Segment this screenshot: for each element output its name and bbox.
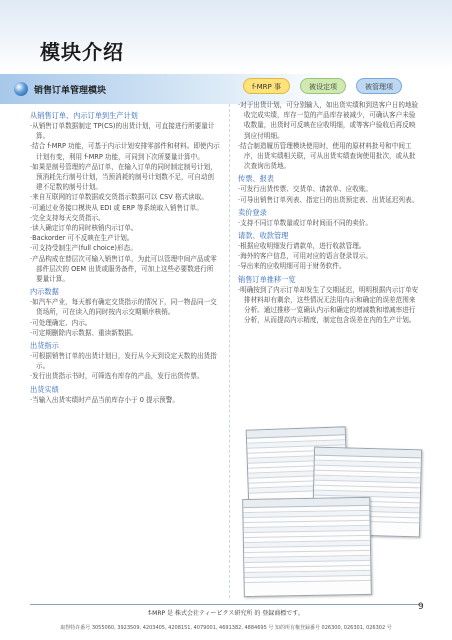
- list-item: ·结合 f-MRP 功能，可基于内示计划安排零部件和材料。即使内示计划有变，利用 f-MRP 功能，可同到下次所要量计算中。: [30, 142, 220, 161]
- section-heading: 内示数据: [30, 287, 59, 297]
- list-item: ·对于出货计划，可分别输入，如出货实绩和到迭客户日的地验收完成实绩，库存一览的产品库存被减少，可确认客户未验收数量，出货时可反映在应收明细，或等客户验收后再反映到应付明细。: [238, 101, 419, 140]
- section-heading: 销售订单推移一览: [238, 274, 296, 284]
- list-item: ·可根据销售订单的出货计划日，发行从今天到设定天数的出货指示。: [30, 352, 217, 371]
- list-item: ·根据应收明细发行请款单，进行收款管理。: [238, 242, 366, 251]
- list-item: ·Backorder 可不反映在生产计划。: [30, 234, 134, 243]
- section-heading: 传票、报表: [238, 174, 274, 184]
- bullet-icon: [14, 82, 28, 96]
- footer: [0, 604, 452, 640]
- left-column: [30, 108, 220, 405]
- list-item: ·支持不同订单数量或订单时间而不同的卖价。: [238, 218, 372, 227]
- list-item: ·可定期删除内示数据、重读新数据。: [30, 328, 138, 337]
- section-heading: 卖价登录: [238, 207, 267, 217]
- list-item: ·当输入出货实绩时产品当前库存小于 0 提示预警。: [30, 395, 179, 404]
- list-item: ·来自互联网的订单数据或交货指示数据可以 CSV 格式读取。: [30, 193, 208, 202]
- form-screenshots: [243, 428, 423, 598]
- list-item: ·可发行出货传票、交货单、请款单、应收账。: [238, 185, 372, 194]
- list-item: ·导出来的应收明细可用于财务软件。: [238, 262, 346, 271]
- list-item: ·结合制造履历管理模块使用时，使用的原材料批号和中间工序，出货实绩相关联，可从出货实绩查询使用批次，或从批次查询出货地。: [238, 141, 416, 171]
- pill-managed-item: 被管理项: [356, 78, 402, 94]
- list-item: ·海外的客户信息，可用对应的语言登录显示。: [238, 252, 372, 261]
- trademark-note: f-MRP 是 株式会社ティーピクス研究所 的 登録商標です。: [148, 610, 304, 617]
- section-heading: 出货指示: [30, 341, 59, 351]
- section-heading: 出货实绩: [30, 384, 59, 394]
- list-item: ·可支持受制生产(full choice)形态。: [30, 244, 137, 253]
- footer-rule: [30, 604, 422, 605]
- module-title: 销售订单管理模块: [34, 86, 107, 96]
- list-item: ·如果是制号管理的产品订单，在输入订单的同时制定制号计划，预消耗先行制号计划，当预消耗的制号计划数不足，可自动创建不足数的制号计划。: [30, 162, 217, 192]
- page-number: 9: [418, 602, 424, 612]
- list-item: ·可导出销售订单列表、指定日的出货预定表、出货延迟列表。: [238, 195, 419, 204]
- list-item: ·完全支持每天交货指示。: [30, 213, 105, 222]
- list-item: ·读入确定订单的同时核销内示订单。: [30, 224, 138, 233]
- section-heading: 从销售订单、内示订单到生产计划: [30, 111, 138, 120]
- list-item: ·可处理确定、内示。: [30, 318, 92, 327]
- list-item: ·明确按到了内示订单却发生了交期延迟，明明根据内示订单安排材料却有剩余，这些情况无法用内示和确定的误差范围来分析。通过推移一览确认内示和确定的增减数和增减率进行分析，从而提高内示精度，制定包含误差在内的生产计划。: [238, 285, 419, 325]
- pill-set-item: 被设定项: [300, 78, 346, 94]
- list-item: ·可通过业务接口模块从 EDI 或 ERP 等系统取入销售订单。: [30, 203, 203, 212]
- pill-fmrp: f-MRP 事: [243, 78, 290, 94]
- list-item: ·发行出货指示书时，可筛选有库存的产品，发行出货传票。: [30, 372, 204, 381]
- list-item: ·如汽车产业，每天都有确定交货指示的情况下，同一物品同一交货场所，可在读入的同时按内示交期顺序核销。: [30, 298, 217, 317]
- legend-pills: [243, 78, 402, 94]
- list-item: ·产品构成在替层次可输入销售订单，为此可以管理中间产品或零部件层次的 OEM 出货或服务备件，可加上这些必要数进行所要量计算。: [30, 254, 217, 284]
- form-row: [245, 576, 371, 583]
- section-heading: 请款、收款管理: [238, 231, 289, 241]
- right-column: [238, 100, 422, 325]
- form-image-front: [242, 497, 372, 597]
- page-title: 模块介绍: [40, 40, 124, 64]
- patent-note: 取得特许番号 3055060, 3923509, 4203405, 4208151, 4079001, 4691382, 4884695 号 知的所有権登録番号 026300, 026301, 026302 号: [60, 625, 392, 631]
- column-divider: [229, 104, 230, 598]
- list-item: ·从销售订单数据制定 TP(CS)的出货计划，可直接进行所要量计算。: [30, 122, 215, 141]
